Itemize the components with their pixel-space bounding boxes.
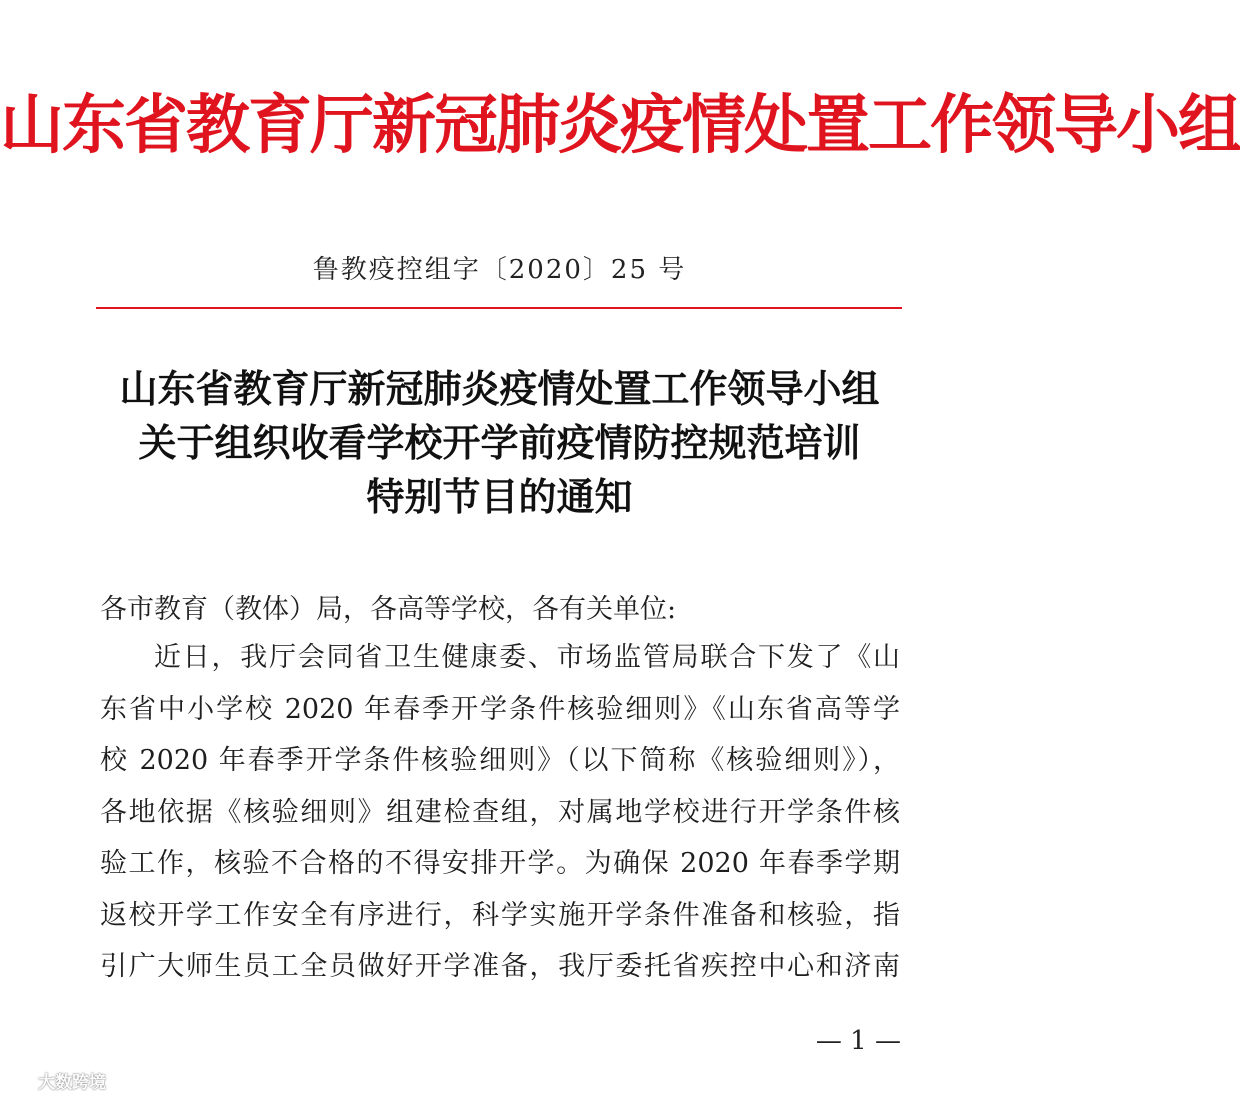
paragraph-line: 返校开学工作安全有序进行，科学实施开学条件准备和核验，指	[100, 899, 900, 931]
paragraph-line: 各地依据《核验细则》组建检查组，对属地学校进行开学条件核	[100, 796, 900, 828]
title-line: 山东省教育厅新冠肺炎疫情处置工作领导小组	[119, 366, 880, 411]
paragraph-line: 校 2020 年春季开学条件核验细则》（以下简称《核验细则》），	[100, 745, 900, 776]
page-number: — 1 —	[815, 1026, 901, 1056]
title-line: 关于组织收看学校开学前疫情防控规范培训	[138, 420, 861, 465]
notice-title	[60, 362, 939, 524]
paragraph-line: 东省中小学校 2020 年春季开学条件核验细则》《山东省高等学	[100, 693, 900, 725]
salutation: 各市教育（教体）局，各高等学校，各有关单位:	[100, 594, 677, 625]
org-header-title: 山东省教育厅新冠肺炎疫情处置工作领导小组	[0, 89, 1240, 163]
body-text	[100, 588, 900, 993]
red-divider-line	[96, 307, 902, 309]
document-number: 鲁教疫控组字〔2020〕25 号	[312, 255, 687, 285]
title-line: 特别节目的通知	[366, 474, 633, 519]
paragraph-line: 近日，我厅会同省卫生健康委、市场监管局联合下发了《山	[154, 642, 900, 673]
paragraph-line: 验工作，核验不合格的不得安排开学。为确保 2020 年春季学期	[100, 848, 900, 879]
watermark-text: 大数跨境	[38, 1073, 106, 1093]
wechat-logo-icon	[8, 1071, 34, 1091]
paragraph	[100, 632, 900, 993]
watermark	[8, 1068, 106, 1093]
paragraph-line: 引广大师生员工全员做好开学准备，我厅委托省疾控中心和济南	[100, 951, 900, 982]
